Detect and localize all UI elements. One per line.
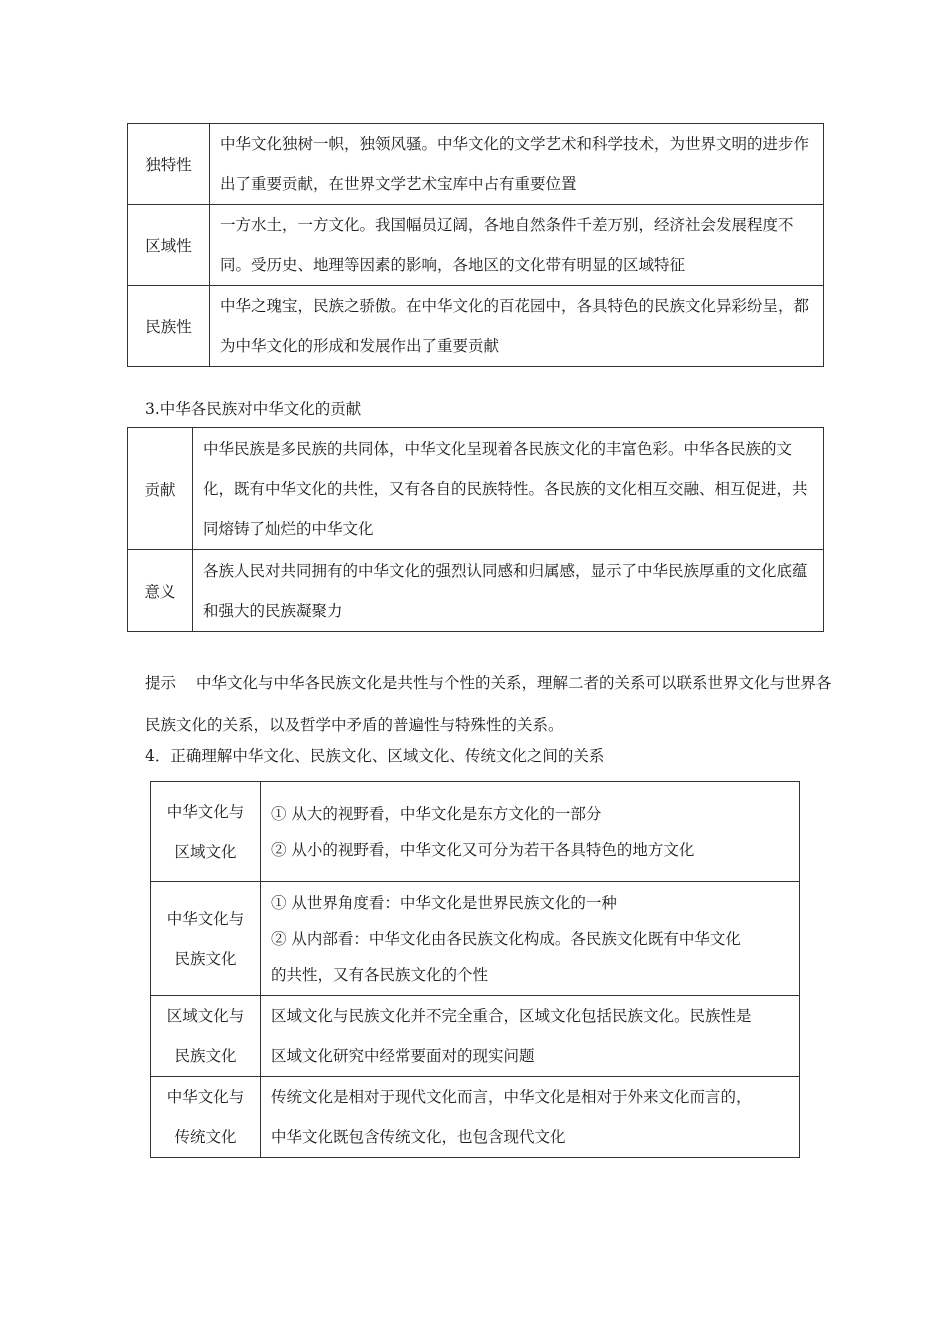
table-row (128, 550, 824, 632)
tip-label: 提示 (145, 674, 177, 692)
table-row (128, 428, 824, 550)
text-line: 传统文化是相对于现代文化而言，中华文化是相对于外来文化而言的， (271, 1088, 752, 1106)
row-label: 独特性 (128, 124, 210, 205)
row-text (261, 996, 800, 1077)
section-heading: 3.中华各民族对中华文化的贡献 (145, 400, 362, 418)
table-row (151, 782, 800, 882)
row-text (261, 782, 800, 882)
text-line: 区域文化研究中经常要面对的现实问题 (271, 1047, 535, 1065)
characteristics-table (127, 123, 824, 367)
table-row (151, 996, 800, 1077)
label-line: 区域文化与 (166, 1007, 245, 1025)
label-line: 民族文化 (174, 1047, 237, 1065)
row-label (151, 882, 261, 996)
text-line: ① 从大的视野看，中华文化是东方文化的一部分 (271, 804, 602, 823)
table-row (128, 124, 824, 205)
table-row (151, 882, 800, 996)
row-text: 各族人民对共同拥有的中华文化的强烈认同感和归属感，显示了中华民族厚重的文化底蕴和强大的民族凝聚力 (193, 550, 824, 632)
label-line: 传统文化 (174, 1128, 237, 1146)
table-row (128, 286, 824, 367)
row-label (151, 782, 261, 882)
label-line: 中华文化与 (166, 909, 245, 928)
row-label (151, 996, 261, 1077)
row-text (261, 1077, 800, 1158)
table-row (151, 1077, 800, 1158)
text-line: ② 从小的视野看，中华文化又可分为若干各具特色的地方文化 (271, 840, 695, 859)
relationship-table (150, 781, 800, 1158)
tip-paragraph (145, 662, 835, 746)
row-text: 一方水土，一方文化。我国幅员辽阔，各地自然条件千差万别，经济社会发展程度不同。受历史、地理等因素的影响，各地区的文化带有明显的区域特征 (210, 205, 824, 286)
row-label (151, 1077, 261, 1158)
label-line: 中华文化与 (166, 802, 245, 821)
row-text (261, 882, 800, 996)
row-label: 贡献 (128, 428, 193, 550)
text-line: ② 从内部看：中华文化由各民族文化构成。各民族文化既有中华文化 (271, 929, 741, 948)
label-line: 区域文化 (174, 842, 237, 861)
row-label: 区域性 (128, 205, 210, 286)
row-text: 中华之瑰宝，民族之骄傲。在中华文化的百花园中，各具特色的民族文化异彩纷呈，都为中华文化的形成和发展作出了重要贡献 (210, 286, 824, 367)
text-line: 的共性，又有各民族文化的个性 (271, 965, 489, 984)
table-row (128, 205, 824, 286)
section-heading: 4．正确理解中华文化、民族文化、区域文化、传统文化之间的关系 (145, 747, 605, 765)
row-label: 民族性 (128, 286, 210, 367)
text-line: 中华文化既包含传统文化，也包含现代文化 (271, 1128, 566, 1146)
text-line: ① 从世界角度看：中华文化是世界民族文化的一种 (271, 893, 617, 912)
row-text: 中华文化独树一帜，独领风骚。中华文化的文学艺术和科学技术，为世界文明的进步作出了重要贡献，在世界文学艺术宝库中占有重要位置 (210, 124, 824, 205)
contribution-table (127, 427, 824, 632)
text-line: 区域文化与民族文化并不完全重合，区域文化包括民族文化。民族性是 (271, 1007, 752, 1025)
label-line: 中华文化与 (166, 1088, 245, 1106)
tip-text: 中华文化与中华各民族文化是共性与个性的关系，理解二者的关系可以联系世界文化与世界各民族文化的关系，以及哲学中矛盾的普遍性与特殊性的关系。 (145, 674, 832, 734)
label-line: 民族文化 (174, 949, 237, 968)
row-text: 中华民族是多民族的共同体，中华文化呈现着各民族文化的丰富色彩。中华各民族的文化，既有中华文化的共性，又有各自的民族特性。各民族的文化相互交融、相互促进，共同熔铸了灿烂的中华文化 (193, 428, 824, 550)
row-label: 意义 (128, 550, 193, 632)
